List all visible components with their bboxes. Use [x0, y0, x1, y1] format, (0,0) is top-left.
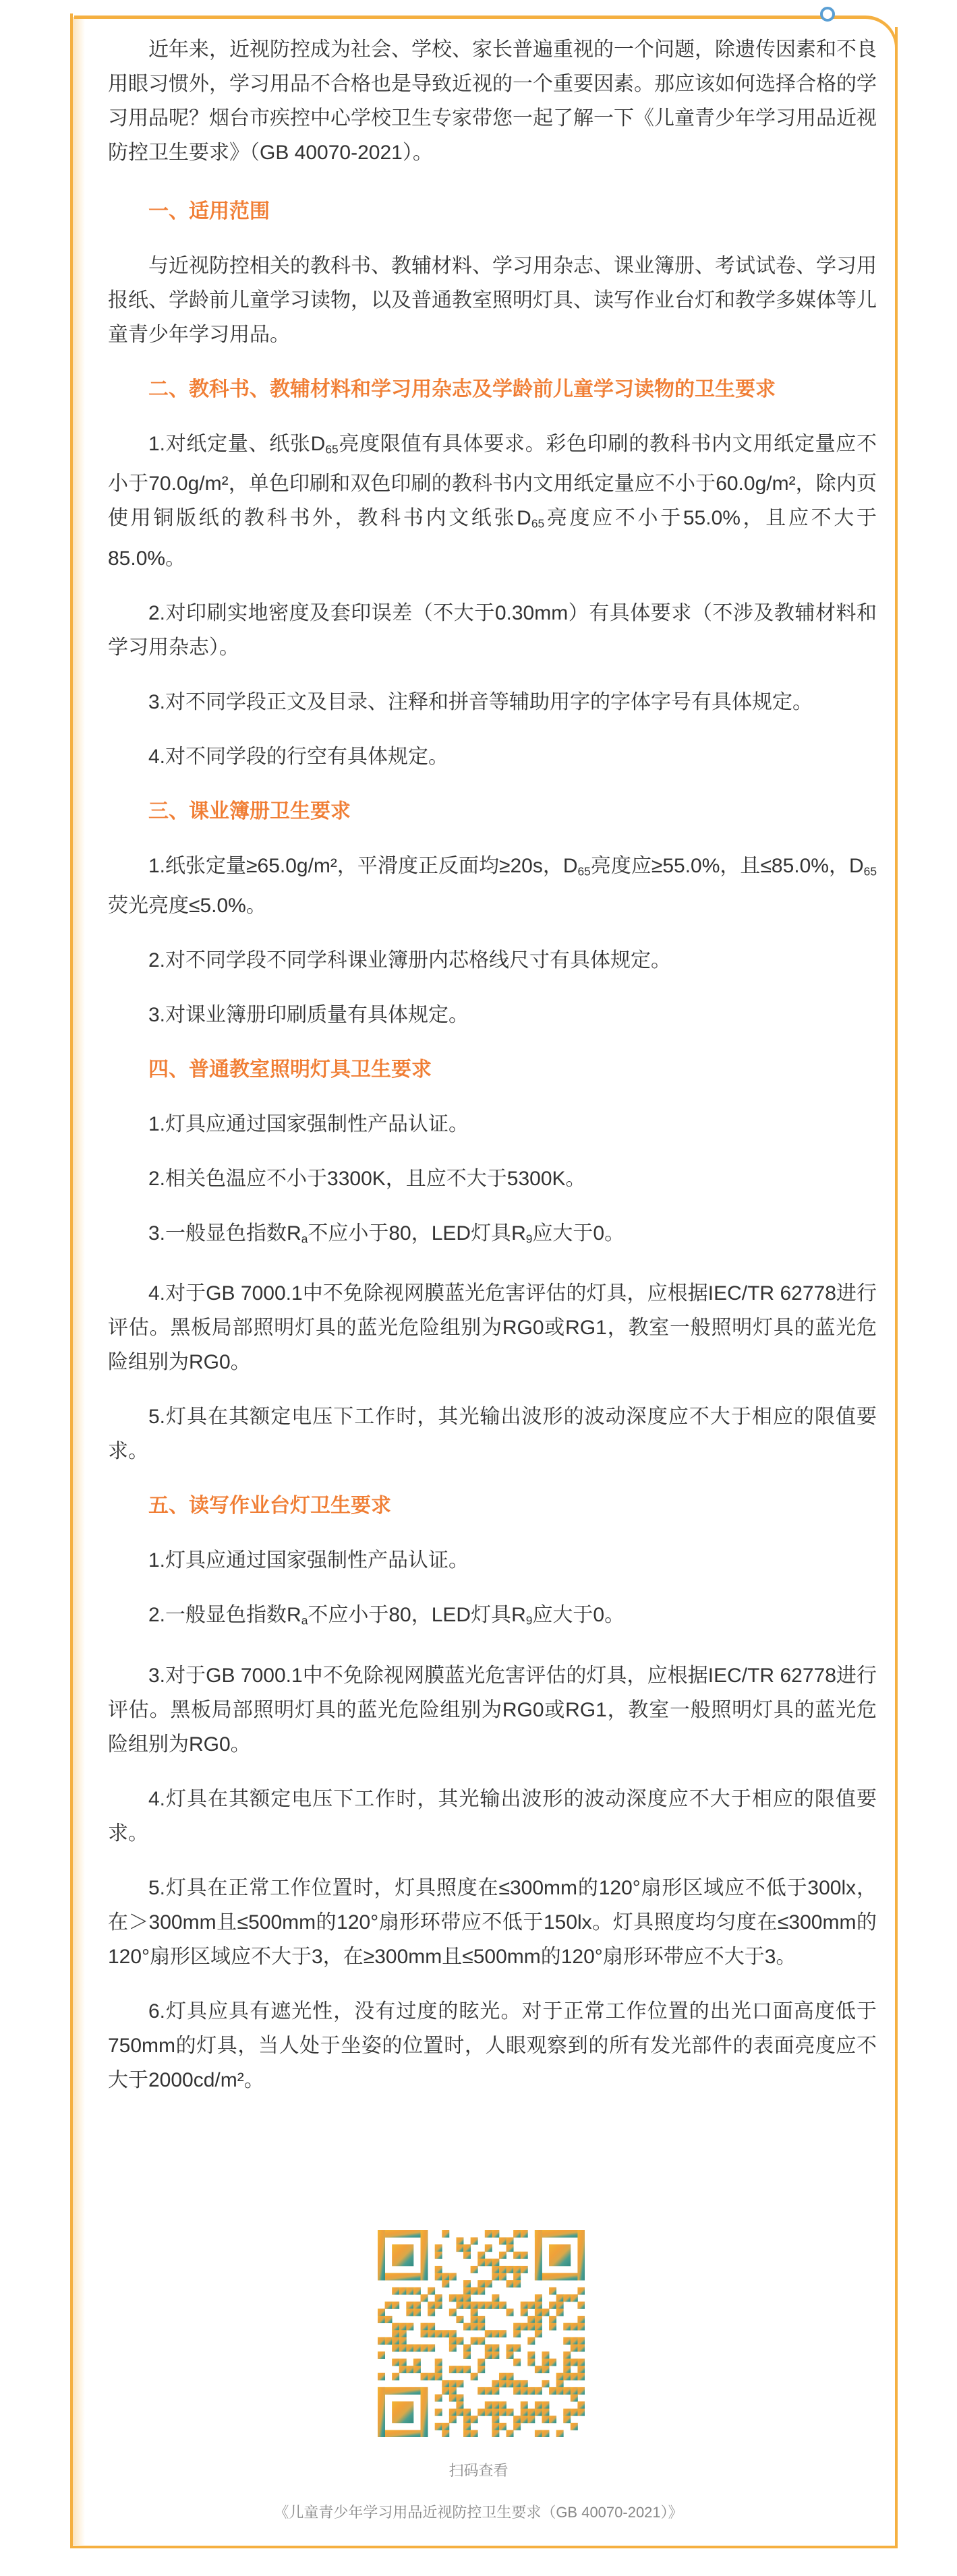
subscript: 65	[325, 442, 339, 456]
frame-left-glow	[73, 17, 85, 2545]
subscript: 65	[863, 864, 877, 878]
section-4-item-4: 4.对于GB 7000.1中不免除视网膜蓝光危害评估的灯具，应根据IEC/TR 62778进行评估。黑板局部照明灯具的蓝光危险组别为RG0或RG1，教室一般照明灯具的蓝光危险组别为RG0。	[108, 1282, 877, 1374]
section-4-item-5: 5.灯具在其额定电压下工作时，其光输出波形的波动深度应不大于相应的限值要求。	[108, 1406, 877, 1463]
frame-top-border	[74, 16, 843, 19]
frame-corner-dot	[820, 7, 835, 22]
text-run: 1.对纸定量、纸张D	[148, 433, 326, 455]
section-1-title: 一、适用范围	[148, 200, 270, 222]
text-run: 亮度应不小于55.0%，且应不大于85.0%。	[108, 507, 877, 570]
subscript: 65	[577, 864, 591, 878]
qr-code[interactable]	[378, 2230, 585, 2437]
section-2-item-2: 2.对印刷实地密度及套印误差（不大于0.30mm）有具体要求（不涉及教辅材料和学习用杂志）。	[108, 601, 877, 659]
section-2-item-4: 4.对不同学段的行空有具体规定。	[148, 745, 449, 768]
text-run: 不应小于80，LED灯具R	[308, 1604, 526, 1627]
qr-code-image	[378, 2230, 585, 2437]
qr-caption: 扫码查看	[448, 2462, 509, 2479]
text-run: 2.一般显色指数R	[148, 1604, 301, 1627]
text-run: 1.纸张定量≥65.0g/m²，平滑度正反面均≥20s，D	[148, 854, 578, 877]
section-3-item-3: 3.对课业簿册印刷质量有具体规定。	[148, 1004, 469, 1027]
section-1-paragraph: 与近视防控相关的教科书、教辅材料、学习用杂志、课业簿册、考试试卷、学习用报纸、学龄前儿童学习读物，以及普通教室照明灯具、读写作业台灯和教学多媒体等儿童青少年学习用品。	[108, 255, 877, 346]
document-title-caption: 《儿童青少年学习用品近视防控卫生要求（GB 40070-2021）》	[274, 2504, 683, 2521]
text-run: 不应小于80，LED灯具R	[308, 1222, 526, 1245]
subscript: 9	[525, 1613, 533, 1627]
subscript: 9	[525, 1232, 533, 1246]
section-5-item-5: 5.灯具在正常工作位置时，灯具照度在≤300mm的120°扇形区域应不低于300lx，在＞300mm且≤500mm的120°扇形环带应不低于150lx。灯具照度均匀度在≤300mm的120°扇形区域应不大于3，在≥300mm且≤500mm的120°扇形环带应不大于3。	[108, 1876, 877, 1968]
subscript: a	[301, 1613, 308, 1627]
section-3-item-2: 2.对不同学段不同学科课业簿册内芯格线尺寸有具体规定。	[148, 949, 672, 972]
section-4-item-3	[108, 1216, 877, 1256]
text-run: 亮度应≥55.0%，且≤85.0%，D	[590, 854, 864, 877]
section-5-item-2	[108, 1598, 877, 1638]
section-5-item-1: 1.灯具应通过国家强制性产品认证。	[148, 1549, 469, 1572]
section-4-title: 四、普通教室照明灯具卫生要求	[148, 1058, 432, 1081]
section-5-item-3: 3.对于GB 7000.1中不免除视网膜蓝光危害评估的灯具，应根据IEC/TR 62778进行评估。黑板局部照明灯具的蓝光危险组别为RG0或RG1，教室一般照明灯具的蓝光危险组别为RG0。	[108, 1664, 877, 1756]
frame-right-border	[895, 27, 898, 2547]
subscript: 65	[531, 516, 545, 531]
section-3-title: 三、课业簿册卫生要求	[148, 800, 351, 822]
section-2-title: 二、教科书、教辅材料和学习用杂志及学龄前儿童学习读物的卫生要求	[148, 378, 776, 400]
text-run: 荧光亮度≤5.0%。	[108, 895, 266, 918]
section-2-item-3: 3.对不同学段正文及目录、注释和拼音等辅助用字的字体字号有具体规定。	[148, 690, 813, 713]
text-run: 应大于0。	[532, 1222, 625, 1245]
text-run: 3.一般显色指数R	[148, 1222, 301, 1245]
section-4-item-1: 1.灯具应通过国家强制性产品认证。	[148, 1113, 469, 1136]
section-3-item-1	[108, 849, 877, 923]
subscript: a	[301, 1232, 308, 1246]
frame-left-border	[70, 13, 73, 2548]
article-body	[108, 32, 877, 2118]
section-5-title: 五、读写作业台灯卫生要求	[148, 1495, 391, 1518]
text-run: 应大于0。	[532, 1604, 625, 1627]
section-4-item-2: 2.相关色温应不小于3300K，且应不大于5300K。	[148, 1168, 586, 1191]
section-5-item-4: 4.灯具在其额定电压下工作时，其光输出波形的波动深度应不大于相应的限值要求。	[108, 1787, 877, 1845]
text-run: 亮度限值有具体要求。彩色印刷的教科书内文用纸定量应不小于70.0g/m²，单色印刷和双色印刷的教科书内文用纸定量应不小于60.0g/m²，除内页使用铜版纸的教科书外，教科书内文纸张D	[108, 433, 877, 530]
frame-bottom-border	[73, 2546, 898, 2548]
section-2-item-1	[108, 427, 877, 576]
section-5-item-6: 6.灯具应具有遮光性，没有过度的眩光。对于正常工作位置的出光口面高度低于750mm的灯具，当人处于坐姿的位置时，人眼观察到的所有发光部件的表面亮度应不大于2000cd/m²。	[108, 2000, 877, 2091]
intro-paragraph: 近年来，近视防控成为社会、学校、家长普遍重视的一个问题，除遗传因素和不良用眼习惯外，学习用品不合格也是导致近视的一个重要因素。那应该如何选择合格的学习用品呢？烟台市疾控中心学校卫生专家带您一起了解一下《儿童青少年学习用品近视防控卫生要求》（GB 40070-2021）。	[108, 38, 877, 164]
